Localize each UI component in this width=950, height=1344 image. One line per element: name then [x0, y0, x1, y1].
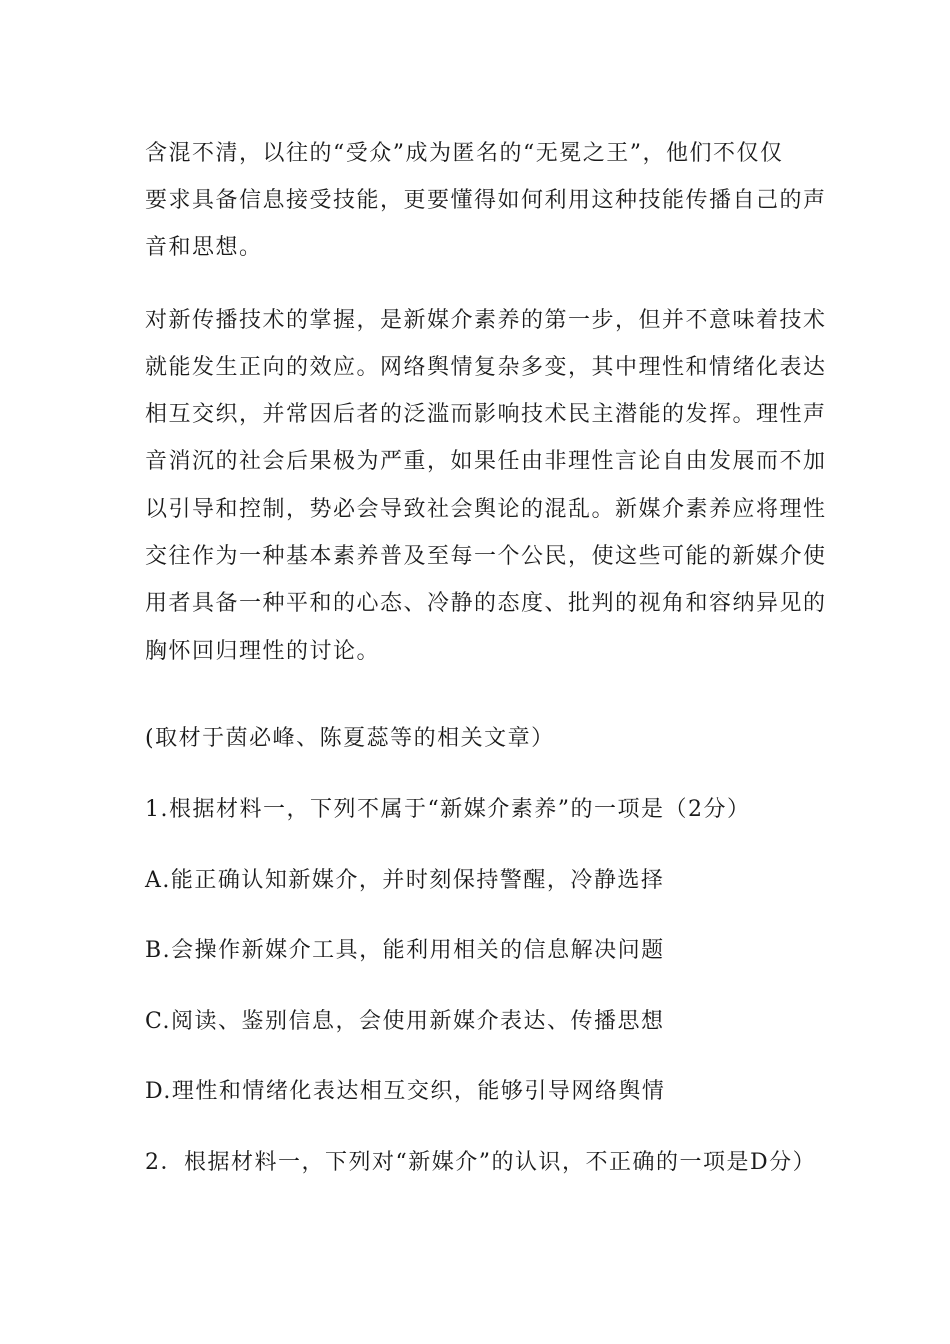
paragraph-line: 音消沉的社会后果极为严重，如果任由非理性言论自由发展而不加: [145, 449, 827, 474]
paragraph-line: 音和思想。: [145, 235, 263, 260]
paragraph-line: 就能发生正向的效应。网络舆情复杂多变，其中理性和情绪化表达: [145, 355, 827, 380]
question-1-option-d: D.理性和情绪化表达相互交织，能够引导网络舆情: [145, 1079, 666, 1104]
paragraph-line: 用者具备一种平和的心态、冷静的态度、批判的视角和容纳异见的: [145, 591, 827, 616]
question-1-option-a: A.能正确认知新媒介，并时刻保持警醒，冷静选择: [145, 868, 665, 893]
paragraph-line: 要求具备信息接受技能，更要懂得如何利用这种技能传播自己的声: [145, 188, 827, 213]
question-1-option-b: B.会操作新媒介工具，能利用相关的信息解决问题: [145, 938, 665, 963]
paragraph-line: 以引导和控制，势必会导致社会舆论的混乱。新媒介素养应将理性: [145, 497, 827, 522]
question-1-option-c: C.阅读、鉴别信息，会使用新媒介表达、传播思想: [145, 1009, 665, 1034]
paragraph-line: 胸怀回归理性的讨论。: [145, 639, 381, 664]
paragraph-line: 含混不清，以往的“受众”成为匿名的“无冕之王”，他们不仅仅: [145, 141, 784, 166]
question-2-stem: 2．根据材料一，下列对“新媒介”的认识，不正确的一项是D分）: [145, 1150, 817, 1175]
paragraph-line: 交往作为一种基本素养普及至每一个公民，使这些可能的新媒介使: [145, 544, 827, 569]
paragraph-line: 相互交织，并常因后者的泛滥而影响技术民主潜能的发挥。理性声: [145, 402, 827, 427]
source-note: (取材于茵必峰、陈夏蕊等的相关文章）: [145, 726, 555, 751]
question-1-stem: 1.根据材料一，下列不属于“新媒介素养”的一项是（2分）: [145, 797, 751, 822]
paragraph-line: 对新传播技术的掌握，是新媒介素养的第一步，但并不意味着技术: [145, 308, 827, 333]
